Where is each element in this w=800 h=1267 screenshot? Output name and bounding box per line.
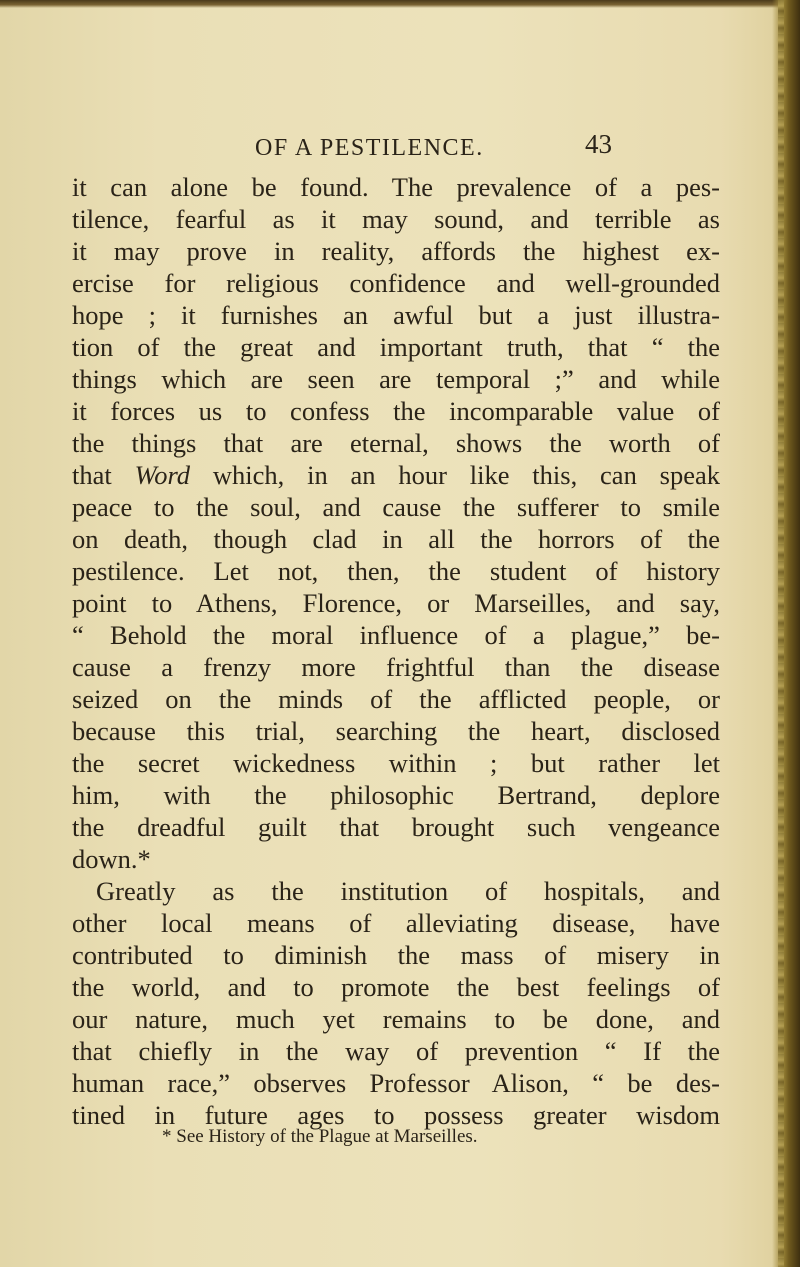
text-line: contributed to diminish the mass of misery in: [72, 940, 720, 970]
running-title: OF A PESTILENCE.: [255, 135, 484, 161]
text-run: that: [72, 460, 135, 490]
text-line: tined in future ages to possess greater wisdom: [72, 1100, 720, 1130]
text-line: peace to the soul, and cause the sufferer to smile: [72, 492, 720, 522]
text-line: point to Athens, Florence, or Marseilles, and say,: [72, 588, 720, 618]
text-line: Greatly as the institution of hospitals, and: [96, 876, 720, 906]
text-line: the secret wickedness within ; but rather let: [72, 748, 720, 778]
text-line: because this trial, searching the heart, disclosed: [72, 716, 720, 746]
text-line: other local means of alleviating disease, have: [72, 908, 720, 938]
body-text: [72, 168, 720, 1128]
text-line: it can alone be found. The prevalence of a pes-: [72, 172, 720, 202]
text-line: the world, and to promote the best feelings of: [72, 972, 720, 1002]
page-number: 43: [585, 129, 612, 159]
text-line: that chiefly in the way of prevention “ If the: [72, 1036, 720, 1066]
text-line: the dreadful guilt that brought such vengeance: [72, 812, 720, 842]
italic-word: Word: [134, 460, 191, 490]
text-line: ercise for religious confidence and well-grounded: [72, 268, 720, 298]
text-line: pestilence. Let not, then, the student of history: [72, 556, 720, 586]
text-line: him, with the philosophic Bertrand, deplore: [72, 780, 720, 810]
text-line: it forces us to confess the incomparable value of: [72, 396, 720, 426]
text-line: it may prove in reality, affords the highest ex-: [72, 236, 720, 266]
text-line: seized on the minds of the afflicted people, or: [72, 684, 720, 714]
page-top-edge: [0, 0, 800, 8]
text-line: the things that are eternal, shows the worth of: [72, 428, 720, 458]
text-line: tilence, fearful as it may sound, and terrible as: [72, 204, 720, 234]
text-line: human race,” observes Professor Alison, “ be des-: [72, 1068, 720, 1098]
text-line: hope ; it furnishes an awful but a just illustra-: [72, 300, 720, 330]
page-stack-edge: [778, 0, 784, 1267]
text-line: “ Behold the moral influence of a plague,” be-: [72, 620, 720, 650]
text-line: our nature, much yet remains to be done, and: [72, 1004, 720, 1034]
text-line: on death, though clad in all the horrors of the: [72, 524, 720, 554]
footnote: * See History of the Plague at Marseilles.: [162, 1126, 478, 1147]
text-line: cause a frenzy more frightful than the disease: [72, 652, 720, 682]
text-run: which, in an hour like this, can speak: [190, 460, 720, 490]
page-binding-edge: [772, 0, 800, 1267]
text-line: things which are seen are temporal ;” and while: [72, 364, 720, 394]
text-line: tion of the great and important truth, that “ the: [72, 332, 720, 362]
text-line: down.*: [72, 844, 151, 874]
